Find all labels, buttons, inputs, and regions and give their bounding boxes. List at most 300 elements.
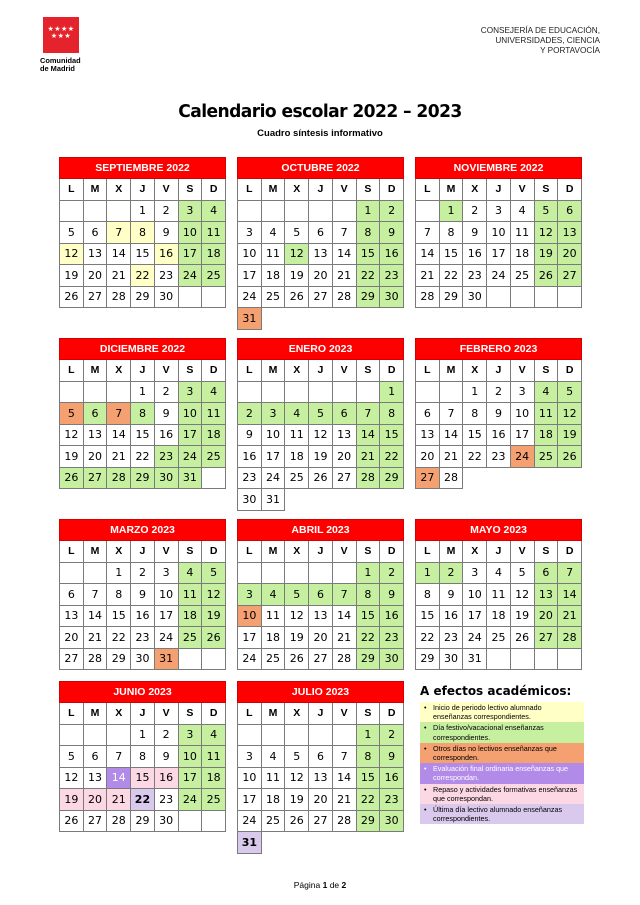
day-cell: 15 xyxy=(463,424,487,446)
day-cell: 17 xyxy=(154,605,178,627)
day-cell: 22 xyxy=(131,446,155,468)
day-cell: 29 xyxy=(107,648,131,670)
day-cell: 1 xyxy=(107,562,131,584)
weekday-header: S xyxy=(534,541,558,563)
day-cell: 22 xyxy=(380,446,404,468)
empty-cell xyxy=(178,648,202,670)
empty-cell xyxy=(380,489,404,511)
empty-cell xyxy=(202,467,226,489)
day-cell: 13 xyxy=(309,243,333,265)
day-cell: 11 xyxy=(178,584,202,606)
weekday-header: M xyxy=(83,360,107,382)
empty-cell xyxy=(285,724,309,746)
empty-cell xyxy=(261,562,285,584)
day-cell: 28 xyxy=(356,467,380,489)
day-cell: 1 xyxy=(131,724,155,746)
empty-cell xyxy=(487,286,511,308)
legend-item: • Repaso y actividades formativas enseñanzas que correspondan. xyxy=(420,784,584,804)
empty-cell xyxy=(261,308,285,330)
month-diciembre xyxy=(59,338,226,489)
day-cell: 10 xyxy=(178,746,202,768)
empty-cell xyxy=(238,381,262,403)
day-cell: 25 xyxy=(202,265,226,287)
day-cell: 4 xyxy=(202,200,226,222)
empty-cell xyxy=(416,200,440,222)
day-cell: 2 xyxy=(380,200,404,222)
legend-item: • Día festivo/vacacional enseñanzas correspondientes. xyxy=(420,722,584,742)
day-cell: 28 xyxy=(107,286,131,308)
day-cell: 6 xyxy=(83,222,107,244)
day-cell: 27 xyxy=(416,467,440,489)
day-cell: 3 xyxy=(178,381,202,403)
weekday-header: D xyxy=(202,703,226,725)
day-cell: 4 xyxy=(202,381,226,403)
day-cell: 19 xyxy=(309,446,333,468)
weekday-header: S xyxy=(356,703,380,725)
bullet-icon: • xyxy=(424,805,427,815)
day-cell: 24 xyxy=(463,627,487,649)
day-cell: 24 xyxy=(178,789,202,811)
day-cell: 2 xyxy=(463,200,487,222)
day-cell: 2 xyxy=(154,381,178,403)
day-cell: 11 xyxy=(510,222,534,244)
day-cell: 23 xyxy=(380,265,404,287)
day-cell: 8 xyxy=(131,403,155,425)
day-cell: 18 xyxy=(285,446,309,468)
day-cell: 3 xyxy=(238,746,262,768)
day-cell: 23 xyxy=(154,265,178,287)
weekday-header: V xyxy=(332,179,356,201)
day-cell: 3 xyxy=(178,724,202,746)
day-cell: 14 xyxy=(332,767,356,789)
day-cell: 24 xyxy=(178,446,202,468)
empty-cell xyxy=(107,200,131,222)
day-cell: 20 xyxy=(534,605,558,627)
day-cell: 12 xyxy=(558,403,582,425)
weekday-header: L xyxy=(60,541,84,563)
day-cell: 21 xyxy=(558,605,582,627)
day-cell: 10 xyxy=(154,584,178,606)
empty-cell xyxy=(107,724,131,746)
day-cell: 3 xyxy=(510,381,534,403)
month-enero xyxy=(237,338,404,511)
day-cell: 25 xyxy=(261,810,285,832)
day-cell: 23 xyxy=(380,627,404,649)
weekday-header: M xyxy=(83,703,107,725)
weekday-header: S xyxy=(534,179,558,201)
day-cell: 4 xyxy=(261,222,285,244)
day-cell: 17 xyxy=(238,265,262,287)
weekday-header: M xyxy=(439,179,463,201)
day-cell: 15 xyxy=(356,767,380,789)
day-cell: 20 xyxy=(60,627,84,649)
empty-cell xyxy=(558,467,582,489)
day-cell: 9 xyxy=(238,424,262,446)
day-cell: 8 xyxy=(380,403,404,425)
weekday-header: X xyxy=(463,360,487,382)
empty-cell xyxy=(309,200,333,222)
day-cell: 6 xyxy=(309,222,333,244)
day-cell: 12 xyxy=(510,584,534,606)
day-cell: 5 xyxy=(202,562,226,584)
weekday-header: X xyxy=(463,179,487,201)
empty-cell xyxy=(510,286,534,308)
day-cell: 7 xyxy=(332,746,356,768)
day-cell: 28 xyxy=(439,467,463,489)
weekday-header: X xyxy=(463,541,487,563)
day-cell: 18 xyxy=(261,789,285,811)
day-cell: 15 xyxy=(439,243,463,265)
day-cell: 31 xyxy=(463,648,487,670)
day-cell: 23 xyxy=(463,265,487,287)
day-cell: 13 xyxy=(558,222,582,244)
month-title: DICIEMBRE 2022 xyxy=(60,339,226,360)
day-cell: 27 xyxy=(332,467,356,489)
day-cell: 11 xyxy=(261,243,285,265)
day-cell: 5 xyxy=(285,222,309,244)
day-cell: 14 xyxy=(356,424,380,446)
weekday-header: L xyxy=(416,179,440,201)
weekday-header: J xyxy=(309,179,333,201)
day-cell: 9 xyxy=(463,222,487,244)
day-cell: 24 xyxy=(154,627,178,649)
month-marzo xyxy=(59,519,226,670)
empty-cell xyxy=(332,724,356,746)
weekday-header: V xyxy=(510,360,534,382)
empty-cell xyxy=(178,810,202,832)
weekday-header: M xyxy=(261,541,285,563)
month-octubre xyxy=(237,157,404,330)
day-cell: 11 xyxy=(534,403,558,425)
empty-cell xyxy=(463,467,487,489)
day-cell: 24 xyxy=(238,286,262,308)
weekday-header: D xyxy=(558,541,582,563)
day-cell: 3 xyxy=(463,562,487,584)
month-title: JUNIO 2023 xyxy=(60,682,226,703)
day-cell: 12 xyxy=(534,222,558,244)
day-cell: 4 xyxy=(261,746,285,768)
day-cell: 29 xyxy=(380,467,404,489)
day-cell: 26 xyxy=(202,627,226,649)
day-cell: 13 xyxy=(83,243,107,265)
day-cell: 27 xyxy=(60,648,84,670)
day-cell: 27 xyxy=(534,627,558,649)
day-cell: 4 xyxy=(534,381,558,403)
weekday-header: X xyxy=(285,541,309,563)
legend-items xyxy=(420,702,584,824)
weekday-header: V xyxy=(154,541,178,563)
day-cell: 4 xyxy=(261,584,285,606)
empty-cell xyxy=(238,562,262,584)
day-cell: 29 xyxy=(356,286,380,308)
day-cell: 14 xyxy=(558,584,582,606)
empty-cell xyxy=(83,381,107,403)
empty-cell xyxy=(238,724,262,746)
day-cell: 7 xyxy=(558,562,582,584)
page-footer: Página 1 de 2 xyxy=(293,880,347,890)
day-cell: 6 xyxy=(558,200,582,222)
weekday-header: M xyxy=(439,360,463,382)
empty-cell xyxy=(558,286,582,308)
day-cell: 27 xyxy=(309,286,333,308)
page-subtitle: Cuadro síntesis informativo xyxy=(257,128,383,139)
day-cell: 30 xyxy=(154,467,178,489)
day-cell: 26 xyxy=(60,467,84,489)
day-cell: 9 xyxy=(439,584,463,606)
day-cell: 9 xyxy=(154,222,178,244)
empty-cell xyxy=(83,562,107,584)
day-cell: 7 xyxy=(416,222,440,244)
empty-cell xyxy=(534,286,558,308)
day-cell: 13 xyxy=(83,767,107,789)
day-cell: 26 xyxy=(285,810,309,832)
day-cell: 16 xyxy=(154,424,178,446)
legend-item: • Evaluación final ordinaria enseñanzas que correspondan. xyxy=(420,763,584,783)
day-cell: 26 xyxy=(60,810,84,832)
weekday-header: X xyxy=(285,703,309,725)
day-cell: 19 xyxy=(558,424,582,446)
month-julio xyxy=(237,681,404,854)
day-cell: 9 xyxy=(380,222,404,244)
day-cell: 1 xyxy=(356,200,380,222)
weekday-header: S xyxy=(178,179,202,201)
day-cell: 25 xyxy=(178,627,202,649)
empty-cell xyxy=(356,308,380,330)
day-cell: 5 xyxy=(285,746,309,768)
day-cell: 16 xyxy=(439,605,463,627)
day-cell: 11 xyxy=(487,584,511,606)
day-cell: 21 xyxy=(83,627,107,649)
day-cell: 8 xyxy=(416,584,440,606)
day-cell: 19 xyxy=(60,446,84,468)
empty-cell xyxy=(309,562,333,584)
day-cell: 13 xyxy=(416,424,440,446)
day-cell: 10 xyxy=(178,222,202,244)
day-cell: 28 xyxy=(83,648,107,670)
day-cell: 24 xyxy=(238,810,262,832)
month-mayo xyxy=(415,519,582,670)
day-cell: 20 xyxy=(309,789,333,811)
day-cell: 11 xyxy=(261,605,285,627)
weekday-header: J xyxy=(309,541,333,563)
day-cell: 16 xyxy=(238,446,262,468)
weekday-header: V xyxy=(332,360,356,382)
month-abril xyxy=(237,519,404,670)
day-cell: 7 xyxy=(107,403,131,425)
day-cell: 30 xyxy=(154,286,178,308)
day-cell: 16 xyxy=(131,605,155,627)
day-cell: 19 xyxy=(202,605,226,627)
day-cell: 19 xyxy=(60,265,84,287)
weekday-header: X xyxy=(107,541,131,563)
empty-cell xyxy=(285,381,309,403)
day-cell: 4 xyxy=(487,562,511,584)
day-cell: 12 xyxy=(285,767,309,789)
weekday-header: D xyxy=(380,541,404,563)
day-cell: 9 xyxy=(154,403,178,425)
day-cell: 30 xyxy=(380,810,404,832)
empty-cell xyxy=(332,200,356,222)
legend-item: • Otros días no lectivos enseñanzas que corresponden. xyxy=(420,743,584,763)
weekday-header: L xyxy=(60,703,84,725)
legend-item: • Inicio de periodo lectivo alumnado enseñanzas correspondientes. xyxy=(420,702,584,722)
day-cell: 2 xyxy=(487,381,511,403)
day-cell: 12 xyxy=(60,767,84,789)
empty-cell xyxy=(534,648,558,670)
day-cell: 16 xyxy=(154,767,178,789)
day-cell: 17 xyxy=(510,424,534,446)
month-title: FEBRERO 2023 xyxy=(416,339,582,360)
day-cell: 1 xyxy=(131,381,155,403)
day-cell: 25 xyxy=(261,648,285,670)
day-cell: 20 xyxy=(416,446,440,468)
day-cell: 15 xyxy=(356,243,380,265)
day-cell: 21 xyxy=(332,627,356,649)
day-cell: 5 xyxy=(285,584,309,606)
day-cell: 14 xyxy=(439,424,463,446)
weekday-header: V xyxy=(154,703,178,725)
month-title: NOVIEMBRE 2022 xyxy=(416,158,582,179)
day-cell: 9 xyxy=(487,403,511,425)
day-cell: 4 xyxy=(285,403,309,425)
weekday-header: X xyxy=(285,360,309,382)
day-cell: 10 xyxy=(487,222,511,244)
day-cell: 25 xyxy=(487,627,511,649)
day-cell: 16 xyxy=(463,243,487,265)
day-cell: 29 xyxy=(439,286,463,308)
day-cell: 8 xyxy=(356,584,380,606)
day-cell: 18 xyxy=(487,605,511,627)
weekday-header: S xyxy=(356,360,380,382)
day-cell: 21 xyxy=(439,446,463,468)
day-cell: 19 xyxy=(285,789,309,811)
day-cell: 11 xyxy=(202,222,226,244)
weekday-header: J xyxy=(487,541,511,563)
day-cell: 15 xyxy=(107,605,131,627)
day-cell: 11 xyxy=(202,746,226,768)
empty-cell xyxy=(332,489,356,511)
day-cell: 10 xyxy=(238,767,262,789)
day-cell: 6 xyxy=(332,403,356,425)
day-cell: 6 xyxy=(60,584,84,606)
day-cell: 24 xyxy=(487,265,511,287)
day-cell: 9 xyxy=(380,584,404,606)
day-cell: 6 xyxy=(83,746,107,768)
day-cell: 24 xyxy=(261,467,285,489)
day-cell: 13 xyxy=(60,605,84,627)
empty-cell xyxy=(487,648,511,670)
day-cell: 29 xyxy=(416,648,440,670)
day-cell: 22 xyxy=(439,265,463,287)
day-cell: 29 xyxy=(356,648,380,670)
day-cell: 22 xyxy=(416,627,440,649)
empty-cell xyxy=(60,724,84,746)
day-cell: 27 xyxy=(309,810,333,832)
empty-cell xyxy=(309,308,333,330)
day-cell: 7 xyxy=(332,584,356,606)
weekday-header: M xyxy=(439,541,463,563)
day-cell: 26 xyxy=(309,467,333,489)
empty-cell xyxy=(309,489,333,511)
day-cell: 30 xyxy=(463,286,487,308)
weekday-header: D xyxy=(380,179,404,201)
day-cell: 15 xyxy=(131,243,155,265)
day-cell: 22 xyxy=(131,265,155,287)
day-cell: 16 xyxy=(380,243,404,265)
day-cell: 30 xyxy=(154,810,178,832)
empty-cell xyxy=(285,308,309,330)
empty-cell xyxy=(356,832,380,854)
day-cell: 8 xyxy=(463,403,487,425)
day-cell: 15 xyxy=(380,424,404,446)
empty-cell xyxy=(285,832,309,854)
weekday-header: J xyxy=(309,703,333,725)
day-cell: 1 xyxy=(416,562,440,584)
day-cell: 3 xyxy=(261,403,285,425)
day-cell: 18 xyxy=(202,767,226,789)
day-cell: 14 xyxy=(107,767,131,789)
weekday-header: L xyxy=(416,541,440,563)
day-cell: 14 xyxy=(416,243,440,265)
empty-cell xyxy=(83,724,107,746)
day-cell: 20 xyxy=(83,789,107,811)
day-cell: 26 xyxy=(534,265,558,287)
day-cell: 8 xyxy=(131,746,155,768)
day-cell: 2 xyxy=(380,562,404,584)
empty-cell xyxy=(332,562,356,584)
day-cell: 17 xyxy=(238,789,262,811)
page-title: Calendario escolar 2022 – 2023 xyxy=(178,101,462,122)
day-cell: 30 xyxy=(380,286,404,308)
day-cell: 23 xyxy=(131,627,155,649)
day-cell: 5 xyxy=(510,562,534,584)
day-cell: 10 xyxy=(510,403,534,425)
day-cell: 23 xyxy=(154,789,178,811)
bullet-icon: • xyxy=(424,743,427,753)
day-cell: 27 xyxy=(83,467,107,489)
weekday-header: M xyxy=(261,703,285,725)
day-cell: 29 xyxy=(356,810,380,832)
day-cell: 28 xyxy=(332,810,356,832)
day-cell: 28 xyxy=(558,627,582,649)
day-cell: 17 xyxy=(178,767,202,789)
day-cell: 14 xyxy=(332,243,356,265)
day-cell: 7 xyxy=(439,403,463,425)
day-cell: 29 xyxy=(131,286,155,308)
day-cell: 18 xyxy=(178,605,202,627)
day-cell: 2 xyxy=(439,562,463,584)
empty-cell xyxy=(261,832,285,854)
day-cell: 17 xyxy=(261,446,285,468)
day-cell: 21 xyxy=(107,789,131,811)
day-cell: 15 xyxy=(131,767,155,789)
weekday-header: D xyxy=(202,360,226,382)
day-cell: 5 xyxy=(309,403,333,425)
empty-cell xyxy=(285,200,309,222)
empty-cell xyxy=(487,467,511,489)
day-cell: 7 xyxy=(107,222,131,244)
day-cell: 16 xyxy=(380,767,404,789)
day-cell: 8 xyxy=(356,746,380,768)
day-cell: 8 xyxy=(131,222,155,244)
weekday-header: S xyxy=(178,360,202,382)
day-cell: 10 xyxy=(261,424,285,446)
day-cell: 1 xyxy=(356,724,380,746)
weekday-header: X xyxy=(107,703,131,725)
day-cell: 23 xyxy=(238,467,262,489)
weekday-header: J xyxy=(131,360,155,382)
day-cell: 23 xyxy=(380,789,404,811)
